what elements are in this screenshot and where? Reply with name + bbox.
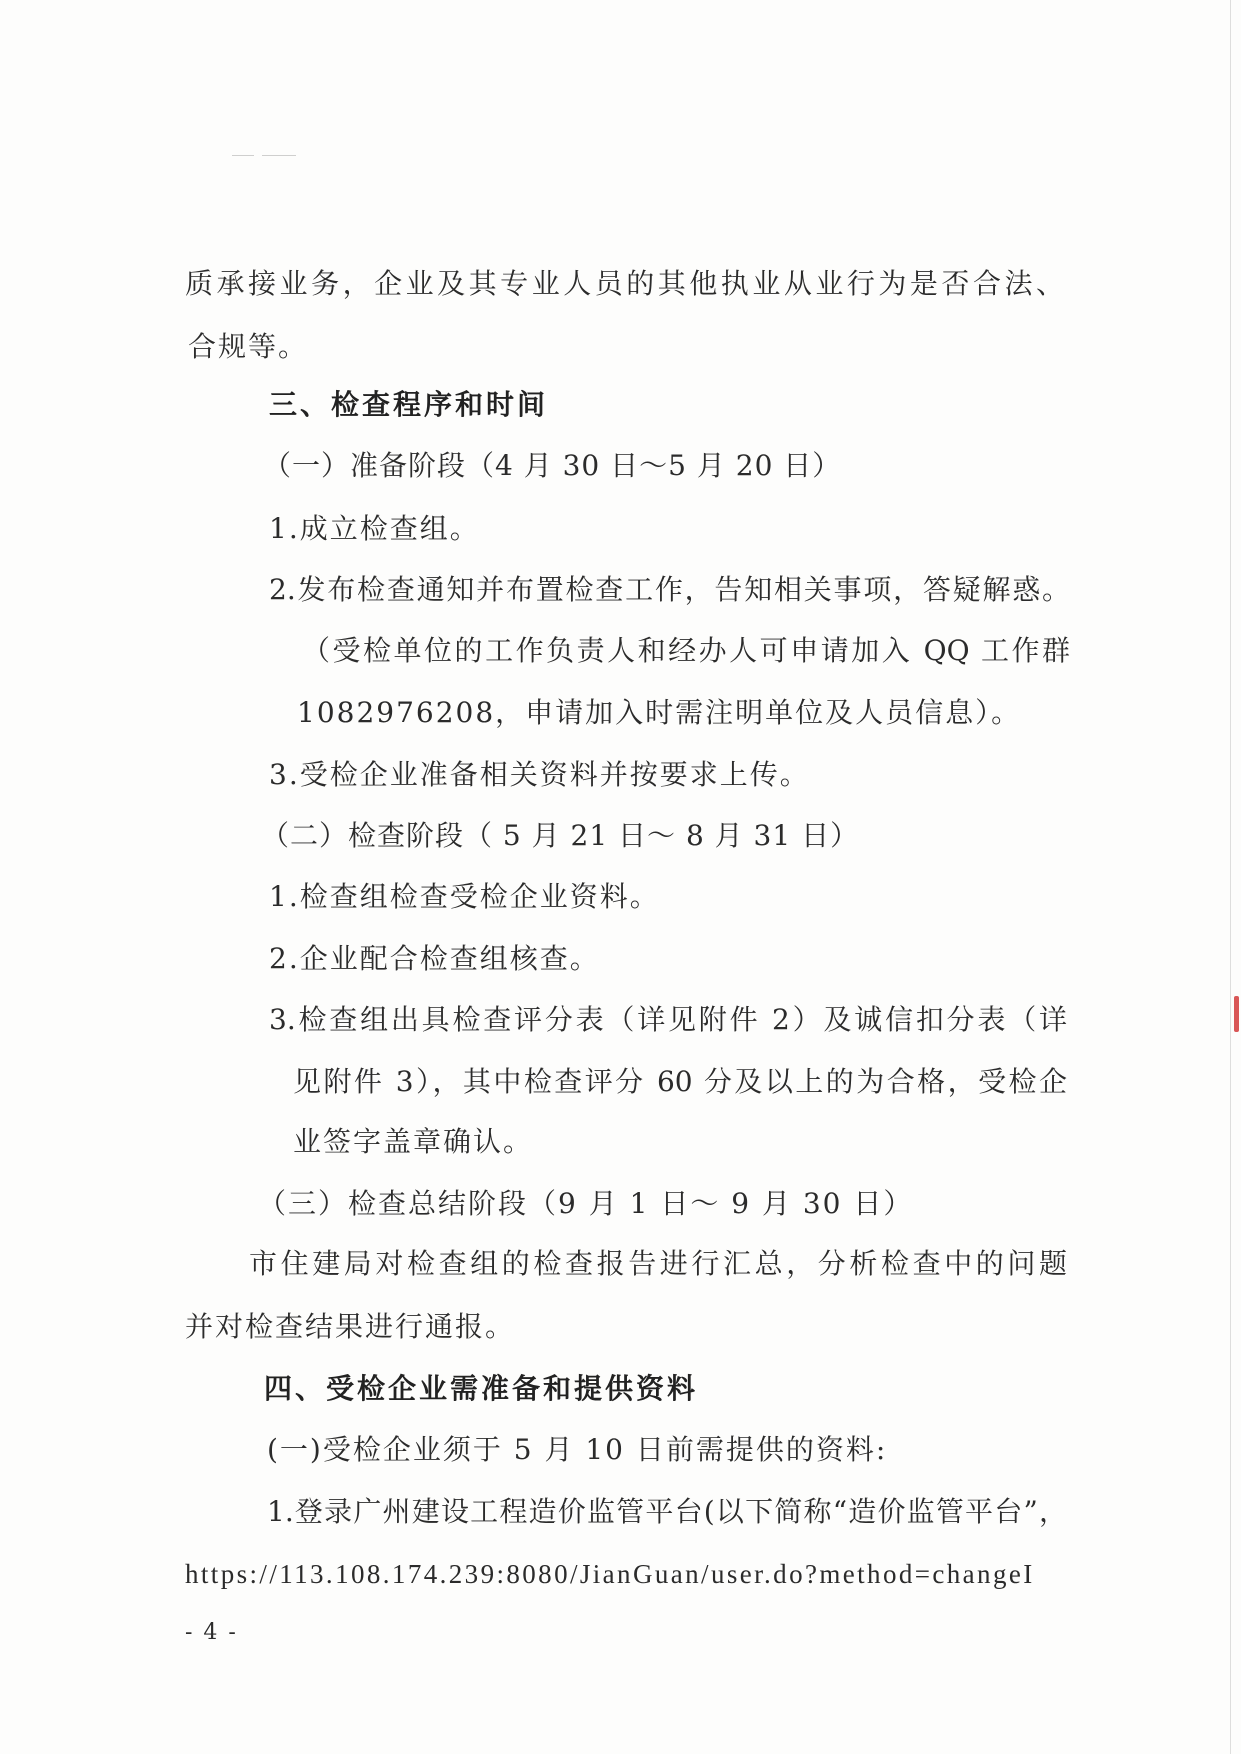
stage-title: （三）检查总结阶段（9 月 1 日～ 9 月 30 日） [258,1187,914,1220]
list-item: 1.登录广州建设工程造价监管平台(以下简称“造价监管平台”， [267,1495,1067,1528]
scan-mark [262,155,296,156]
list-item: 1.成立检查组。 [269,512,480,545]
list-item: 3.检查组出具检查评分表（详见附件 2）及诚信扣分表（详 [269,1003,1067,1036]
note-line: 1082976208，申请加入时需注明单位及人员信息）。 [297,696,1022,729]
list-item: 2.发布检查通知并布置检查工作，告知相关事项，答疑解惑。 [269,573,1070,606]
note-line: （受检单位的工作负责人和经办人可申请加入 QQ 工作群 [302,634,1070,667]
list-item: 3.受检企业准备相关资料并按要求上传。 [269,758,810,791]
paragraph-line: 市住建局对检查组的检查报告进行汇总，分析检查中的问题 [249,1247,1067,1280]
section-heading: 三、检查程序和时间 [269,388,549,421]
seal-edge-mark [1234,996,1239,1032]
url-text: https://113.108.174.239:8080/JianGuan/user.do?method=changeI [185,1559,1035,1589]
list-item: 1.检查组检查受检企业资料。 [269,880,660,913]
list-item-continuation: 业签字盖章确认。 [293,1125,534,1158]
scan-mark [232,155,254,156]
paragraph-line: 质承接业务，企业及其专业人员的其他执业从业行为是否合法、 [185,267,1064,300]
stage-title: （二）检查阶段（ 5 月 21 日～ 8 月 31 日） [261,819,860,852]
list-item-continuation: 见附件 3），其中检查评分 60 分及以上的为合格，受检企 [293,1065,1067,1098]
scan-edge-line [1230,0,1231,1754]
paragraph-line: 并对检查结果进行通报。 [185,1310,516,1343]
subsection-title: (一)受检企业须于 5 月 10 日前需提供的资料: [267,1433,888,1466]
list-item: 2.企业配合检查组核查。 [269,942,600,975]
stage-title: （一）准备阶段（4 月 30 日～5 月 20 日） [263,449,842,482]
paragraph-line: 合规等。 [188,330,309,363]
section-heading: 四、受检企业需准备和提供资料 [264,1372,699,1405]
page-number: - 4 - [185,1620,238,1645]
